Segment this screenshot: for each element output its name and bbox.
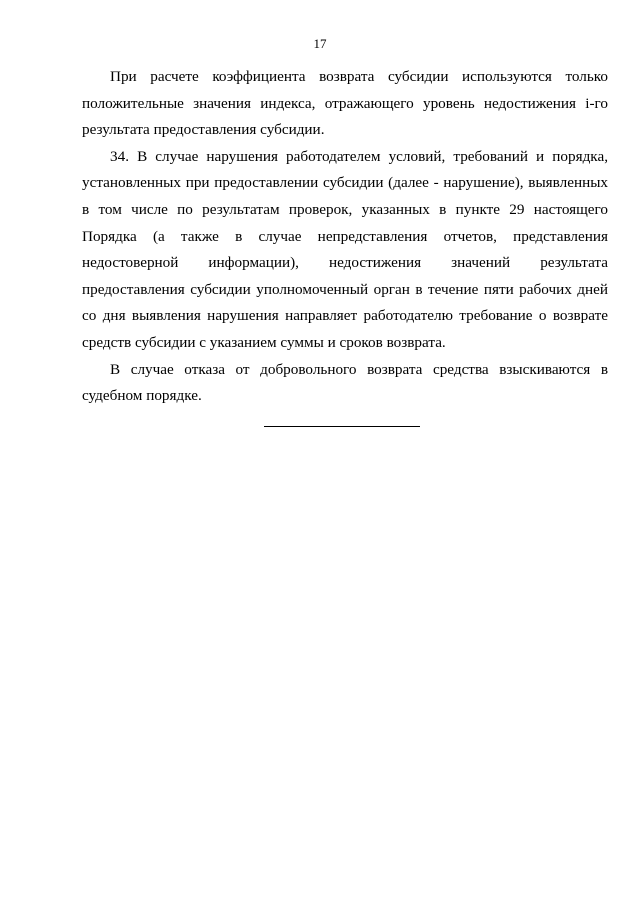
- end-of-document-rule: [264, 426, 420, 427]
- paragraph-clause-34: 34. В случае нарушения работодателем условий, требований и порядка, установленных при предоставлении субсидии (далее - нарушение), выявленных в том числе по результатам проверок, указанных в пункте 29 настоящего Порядка (а также в случае непредставления отчетов, представления недостоверной информации), недостижения значений результата предоставления субсидии уполномоченный орган в течение пяти рабочих дней со дня выявления нарушения направляет работодателю требование о возврате средств субсидии с указанием суммы и сроков возврата.: [82, 147, 608, 351]
- document-body: [82, 64, 608, 410]
- paragraph-coefficient-note: При расчете коэффициента возврата субсидии используются только положительные значения индекса, отражающего уровень недостижения i-го результата предоставления субсидии.: [82, 68, 608, 139]
- paragraph-court-recovery: В случае отказа от добровольного возврата средства взыскиваются в судебном порядке.: [82, 360, 608, 405]
- page-number: 17: [313, 36, 327, 51]
